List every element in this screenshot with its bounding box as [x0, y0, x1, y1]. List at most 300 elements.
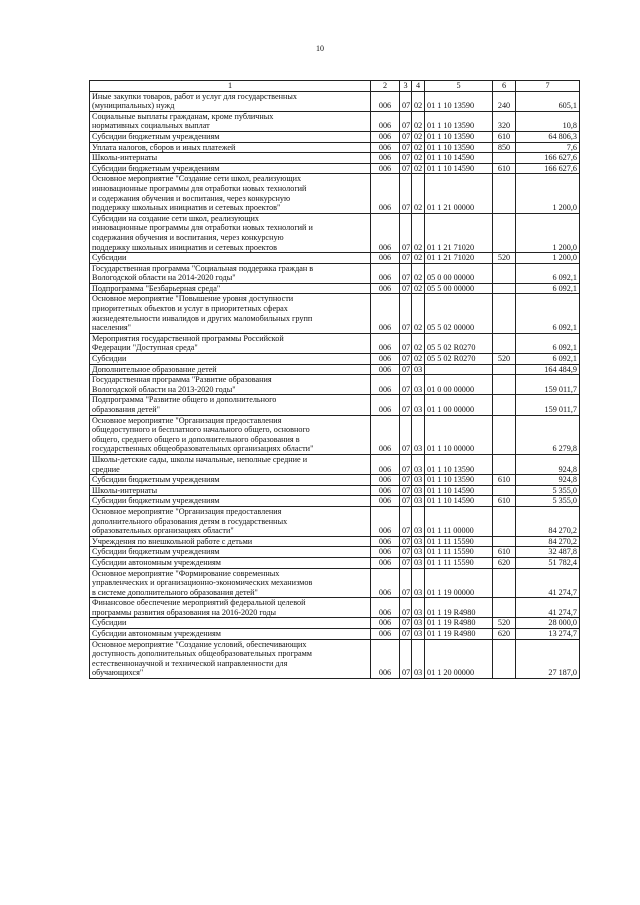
expense-type-cell — [493, 283, 516, 294]
subsection-code-cell: 02 — [412, 213, 425, 252]
amount-cell: 51 782,4 — [516, 557, 580, 568]
table-row — [90, 263, 580, 283]
table-row — [90, 253, 580, 264]
admin-code-cell: 006 — [371, 174, 400, 213]
table-row — [90, 153, 580, 164]
amount-cell: 1 200,0 — [516, 253, 580, 264]
row-name-cell — [90, 639, 371, 678]
subsection-code-cell: 03 — [412, 496, 425, 507]
subsection-code-cell: 03 — [412, 415, 425, 454]
row-name-line: Субсидии — [92, 618, 127, 628]
row-name-line: Основное мероприятие "Повышение уровня доступности — [92, 294, 294, 304]
row-name-cell — [90, 496, 371, 507]
section-code-cell: 07 — [400, 213, 412, 252]
target-article-cell: 01 1 00 00000 — [425, 395, 493, 415]
expense-type-cell: 610 — [493, 163, 516, 174]
expense-type-cell: 610 — [493, 547, 516, 558]
row-name-line: Основное мероприятие "Организация предоставления — [92, 415, 282, 425]
admin-code-cell: 006 — [371, 639, 400, 678]
row-name-cell — [90, 263, 371, 283]
row-name-line: Субсидии бюджетным учреждениям — [92, 131, 220, 141]
row-name-line: образовательных организациях области" — [92, 526, 234, 536]
table-row — [90, 536, 580, 547]
target-article-cell: 05 5 02 00000 — [425, 294, 493, 333]
row-name-line: Федерации "Доступная среда" — [92, 343, 198, 353]
row-name-line: Вологодской области на 2014-2020 годы" — [92, 273, 236, 283]
row-name-line: Подпрограмма "Развитие общего и дополнительного — [92, 395, 277, 405]
subsection-code-cell: 03 — [412, 639, 425, 678]
row-name-line: Основное мероприятие "Создание сети школ, реализующих — [92, 174, 302, 184]
target-article-cell: 01 1 21 71020 — [425, 213, 493, 252]
row-name-line: государственных общеобразовательных организациях области" — [92, 444, 314, 454]
section-code-cell: 07 — [400, 364, 412, 375]
subsection-code-cell: 02 — [412, 283, 425, 294]
row-name-line: Уплата налогов, сборов и иных платежей — [92, 142, 236, 152]
section-code-cell: 07 — [400, 283, 412, 294]
section-code-cell: 07 — [400, 475, 412, 486]
table-row — [90, 598, 580, 618]
row-name-line: Субсидии на создание сети школ, реализующих — [92, 213, 259, 223]
admin-code-cell: 006 — [371, 263, 400, 283]
expense-type-cell — [493, 294, 516, 333]
amount-cell: 32 487,8 — [516, 547, 580, 558]
subsection-code-cell: 03 — [412, 506, 425, 536]
table-row — [90, 174, 580, 213]
section-code-cell: 07 — [400, 618, 412, 629]
expense-type-cell — [493, 263, 516, 283]
row-name-line: поддержку школьных инициатив и сетевых проектов — [92, 242, 277, 252]
section-code-cell: 07 — [400, 557, 412, 568]
table-row — [90, 354, 580, 365]
expense-type-cell: 520 — [493, 618, 516, 629]
row-name-line: Основное мероприятие "Формирование современных — [92, 568, 280, 578]
row-name-cell — [90, 375, 371, 395]
row-name-cell — [90, 111, 371, 131]
expense-type-cell: 610 — [493, 496, 516, 507]
row-name-line: Вологодской области на 2013-2020 годы" — [92, 384, 236, 394]
row-name-cell — [90, 213, 371, 252]
table-row — [90, 475, 580, 486]
row-name-line: Дополнительное образование детей — [92, 364, 217, 374]
expense-type-cell — [493, 598, 516, 618]
row-name-line: Мероприятия государственной программы Российской — [92, 333, 284, 343]
row-name-line: обучающихся" — [92, 668, 144, 678]
target-article-cell: 01 1 11 15590 — [425, 547, 493, 558]
admin-code-cell: 006 — [371, 568, 400, 598]
subsection-code-cell: 03 — [412, 547, 425, 558]
subsection-code-cell: 03 — [412, 454, 425, 474]
row-name-line: Школы-интернаты — [92, 153, 158, 163]
table-row — [90, 506, 580, 536]
table-row — [90, 496, 580, 507]
table-row — [90, 639, 580, 678]
row-name-cell — [90, 253, 371, 264]
row-name-line: общего, среднего общего и дополнительного образования в — [92, 434, 300, 444]
row-name-cell — [90, 485, 371, 496]
section-code-cell: 07 — [400, 294, 412, 333]
expense-type-cell — [493, 415, 516, 454]
table-row — [90, 163, 580, 174]
row-name-cell — [90, 333, 371, 353]
amount-cell: 5 355,0 — [516, 485, 580, 496]
admin-code-cell: 006 — [371, 142, 400, 153]
subsection-code-cell: 02 — [412, 333, 425, 353]
section-code-cell: 07 — [400, 174, 412, 213]
expense-type-cell — [493, 174, 516, 213]
target-article-cell: 05 5 02 R0270 — [425, 354, 493, 365]
admin-code-cell: 006 — [371, 153, 400, 164]
admin-code-cell: 006 — [371, 496, 400, 507]
amount-cell: 1 200,0 — [516, 213, 580, 252]
row-name-cell — [90, 91, 371, 111]
section-code-cell: 07 — [400, 91, 412, 111]
section-code-cell: 07 — [400, 629, 412, 640]
row-name-line: Субсидии бюджетным учреждениям — [92, 163, 220, 173]
section-code-cell: 07 — [400, 568, 412, 598]
amount-cell: 6 092,1 — [516, 263, 580, 283]
target-article-cell: 01 1 20 00000 — [425, 639, 493, 678]
table-row — [90, 568, 580, 598]
row-name-line: и содержания обучения и воспитания, через конкурсную — [92, 193, 291, 203]
amount-cell: 5 355,0 — [516, 496, 580, 507]
subsection-code-cell: 02 — [412, 263, 425, 283]
row-name-cell — [90, 506, 371, 536]
budget-table — [89, 80, 580, 679]
row-name-cell — [90, 557, 371, 568]
amount-cell: 84 270,2 — [516, 506, 580, 536]
subsection-code-cell: 03 — [412, 375, 425, 395]
subsection-code-cell: 02 — [412, 354, 425, 365]
amount-cell: 159 011,7 — [516, 395, 580, 415]
row-name-cell — [90, 454, 371, 474]
subsection-code-cell: 02 — [412, 174, 425, 213]
amount-cell: 1 200,0 — [516, 174, 580, 213]
section-code-cell: 07 — [400, 153, 412, 164]
admin-code-cell: 006 — [371, 506, 400, 536]
amount-cell: 10,8 — [516, 111, 580, 131]
target-article-cell: 01 0 00 00000 — [425, 375, 493, 395]
row-name-line: образования детей" — [92, 405, 160, 414]
row-name-cell — [90, 475, 371, 486]
admin-code-cell: 006 — [371, 283, 400, 294]
amount-cell: 13 274,7 — [516, 629, 580, 640]
section-code-cell: 07 — [400, 354, 412, 365]
target-article-cell: 01 1 10 13590 — [425, 131, 493, 142]
table-row — [90, 142, 580, 153]
row-name-cell — [90, 547, 371, 558]
amount-cell: 28 000,0 — [516, 618, 580, 629]
target-article-cell: 01 1 10 13590 — [425, 454, 493, 474]
admin-code-cell: 006 — [371, 415, 400, 454]
amount-cell: 41 274,7 — [516, 598, 580, 618]
section-code-cell: 07 — [400, 131, 412, 142]
target-article-cell: 01 1 19 R4980 — [425, 629, 493, 640]
target-article-cell: 05 5 00 00000 — [425, 283, 493, 294]
row-name-cell — [90, 364, 371, 375]
admin-code-cell: 006 — [371, 213, 400, 252]
admin-code-cell: 006 — [371, 557, 400, 568]
row-name-cell — [90, 142, 371, 153]
table-row — [90, 547, 580, 558]
row-name-line: Подпрограмма "Безбарьерная среда" — [92, 283, 221, 293]
admin-code-cell: 006 — [371, 294, 400, 333]
amount-cell: 924,8 — [516, 475, 580, 486]
row-name-line: Субсидии — [92, 354, 127, 364]
admin-code-cell: 006 — [371, 598, 400, 618]
subsection-code-cell: 03 — [412, 395, 425, 415]
admin-code-cell: 006 — [371, 91, 400, 111]
amount-cell: 164 484,9 — [516, 364, 580, 375]
row-name-line: Основное мероприятие "Создание условий, обеспечивающих — [92, 639, 307, 649]
admin-code-cell: 006 — [371, 333, 400, 353]
section-code-cell: 07 — [400, 485, 412, 496]
header-cell: 6 — [493, 81, 516, 92]
table-row — [90, 415, 580, 454]
header-cell: 2 — [371, 81, 400, 92]
expense-type-cell: 620 — [493, 629, 516, 640]
expense-type-cell — [493, 153, 516, 164]
row-name-line: населения" — [92, 323, 131, 333]
section-code-cell: 07 — [400, 111, 412, 131]
row-name-line: в системе дополнительного образования детей" — [92, 587, 258, 597]
admin-code-cell: 006 — [371, 163, 400, 174]
header-cell: 5 — [425, 81, 493, 92]
expense-type-cell — [493, 485, 516, 496]
amount-cell: 7,6 — [516, 142, 580, 153]
amount-cell: 605,1 — [516, 91, 580, 111]
row-name-line: поддержку школьных инициатив и сетевых проектов" — [92, 203, 281, 213]
row-name-line: доступность дополнительных общеобразовательных программ — [92, 649, 312, 659]
expense-type-cell: 520 — [493, 354, 516, 365]
table-row — [90, 111, 580, 131]
row-name-line: естественнонаучной и технической направленности для — [92, 658, 288, 668]
admin-code-cell: 006 — [371, 253, 400, 264]
row-name-line: средние — [92, 464, 120, 474]
subsection-code-cell: 02 — [412, 253, 425, 264]
header-cell: 3 — [400, 81, 412, 92]
amount-cell: 6 092,1 — [516, 354, 580, 365]
admin-code-cell: 006 — [371, 395, 400, 415]
row-name-cell — [90, 294, 371, 333]
subsection-code-cell: 03 — [412, 629, 425, 640]
expense-type-cell — [493, 364, 516, 375]
row-name-line: общедоступного и бесплатного начального общего, основного — [92, 425, 310, 435]
section-code-cell: 07 — [400, 454, 412, 474]
row-name-line: Социальные выплаты гражданам, кроме публичных — [92, 111, 274, 121]
subsection-code-cell: 02 — [412, 142, 425, 153]
target-article-cell: 01 1 21 71020 — [425, 253, 493, 264]
expense-type-cell: 850 — [493, 142, 516, 153]
row-name-cell — [90, 174, 371, 213]
expense-type-cell: 240 — [493, 91, 516, 111]
row-name-line: инновационные программы для отработки новых технологий — [92, 183, 307, 193]
subsection-code-cell: 02 — [412, 153, 425, 164]
target-article-cell: 01 1 10 13590 — [425, 142, 493, 153]
subsection-code-cell: 03 — [412, 618, 425, 629]
expense-type-cell: 520 — [493, 253, 516, 264]
target-article-cell: 01 1 10 13590 — [425, 91, 493, 111]
expense-type-cell — [493, 454, 516, 474]
row-name-line: дополнительного образования детям в государственных — [92, 516, 288, 526]
admin-code-cell: 006 — [371, 475, 400, 486]
row-name-cell — [90, 629, 371, 640]
table-row — [90, 395, 580, 415]
expense-type-cell — [493, 568, 516, 598]
expense-type-cell: 620 — [493, 557, 516, 568]
row-name-line: Основное мероприятие "Организация предоставления — [92, 506, 282, 516]
subsection-code-cell: 03 — [412, 485, 425, 496]
row-name-cell — [90, 283, 371, 294]
expense-type-cell — [493, 536, 516, 547]
row-name-line: Субсидии бюджетным учреждениям — [92, 475, 220, 485]
target-article-cell: 01 1 11 15590 — [425, 536, 493, 547]
row-name-cell — [90, 618, 371, 629]
table-row — [90, 454, 580, 474]
section-code-cell: 07 — [400, 253, 412, 264]
expense-type-cell — [493, 395, 516, 415]
admin-code-cell: 006 — [371, 354, 400, 365]
target-article-cell: 01 1 10 14590 — [425, 153, 493, 164]
row-name-cell — [90, 598, 371, 618]
table-row — [90, 375, 580, 395]
target-article-cell: 01 1 11 15590 — [425, 557, 493, 568]
admin-code-cell: 006 — [371, 111, 400, 131]
table-row — [90, 364, 580, 375]
target-article-cell: 01 1 10 14590 — [425, 163, 493, 174]
amount-cell: 27 187,0 — [516, 639, 580, 678]
row-name-line: Субсидии бюджетным учреждениям — [92, 547, 220, 557]
row-name-line: Государственная программа "Социальная поддержка граждан в — [92, 263, 314, 273]
section-code-cell: 07 — [400, 395, 412, 415]
admin-code-cell: 006 — [371, 364, 400, 375]
subsection-code-cell: 02 — [412, 91, 425, 111]
amount-cell: 84 270,2 — [516, 536, 580, 547]
target-article-cell: 01 1 10 00000 — [425, 415, 493, 454]
section-code-cell: 07 — [400, 639, 412, 678]
admin-code-cell: 006 — [371, 547, 400, 558]
subsection-code-cell: 03 — [412, 536, 425, 547]
table-row — [90, 629, 580, 640]
target-article-cell — [425, 364, 493, 375]
row-name-line: содержания обучения и воспитания, через конкурсную — [92, 232, 284, 242]
expense-type-cell: 610 — [493, 475, 516, 486]
table-row — [90, 91, 580, 111]
row-name-cell — [90, 536, 371, 547]
row-name-cell — [90, 153, 371, 164]
row-name-line: Школы-интернаты — [92, 485, 158, 495]
row-name-line: Субсидии — [92, 253, 127, 263]
amount-cell: 6 092,1 — [516, 333, 580, 353]
section-code-cell: 07 — [400, 547, 412, 558]
section-code-cell: 07 — [400, 496, 412, 507]
row-name-line: Субсидии бюджетным учреждениям — [92, 496, 220, 506]
target-article-cell: 05 5 02 R0270 — [425, 333, 493, 353]
target-article-cell: 01 1 19 R4980 — [425, 618, 493, 629]
expense-type-cell — [493, 506, 516, 536]
admin-code-cell: 006 — [371, 536, 400, 547]
amount-cell: 41 274,7 — [516, 568, 580, 598]
expense-type-cell — [493, 639, 516, 678]
row-name-cell — [90, 163, 371, 174]
table-row — [90, 131, 580, 142]
row-name-cell — [90, 354, 371, 365]
admin-code-cell: 006 — [371, 618, 400, 629]
section-code-cell: 07 — [400, 333, 412, 353]
row-name-line: Субсидии автономным учреждениям — [92, 557, 221, 567]
target-article-cell: 01 1 10 13590 — [425, 475, 493, 486]
expense-type-cell — [493, 213, 516, 252]
target-article-cell: 05 0 00 00000 — [425, 263, 493, 283]
section-code-cell: 07 — [400, 142, 412, 153]
amount-cell: 924,8 — [516, 454, 580, 474]
subsection-code-cell: 02 — [412, 131, 425, 142]
target-article-cell: 01 1 10 13590 — [425, 111, 493, 131]
subsection-code-cell: 02 — [412, 111, 425, 131]
subsection-code-cell: 03 — [412, 364, 425, 375]
table-row — [90, 333, 580, 353]
expense-type-cell: 610 — [493, 131, 516, 142]
amount-cell: 166 627,6 — [516, 163, 580, 174]
row-name-line: программы развития образования на 2016-2020 годы — [92, 607, 277, 617]
header-cell: 4 — [412, 81, 425, 92]
row-name-line: Финансовое обеспечение мероприятий федеральной целевой — [92, 598, 306, 608]
row-name-line: Субсидии автономным учреждениям — [92, 629, 221, 639]
target-article-cell: 01 1 19 R4980 — [425, 598, 493, 618]
admin-code-cell: 006 — [371, 131, 400, 142]
admin-code-cell: 006 — [371, 375, 400, 395]
section-code-cell: 07 — [400, 263, 412, 283]
row-name-line: Школы-детские сады, школы начальные, неполные средние и — [92, 454, 308, 464]
amount-cell: 159 011,7 — [516, 375, 580, 395]
table-row — [90, 485, 580, 496]
section-code-cell: 07 — [400, 598, 412, 618]
row-name-cell — [90, 395, 371, 415]
admin-code-cell: 006 — [371, 485, 400, 496]
section-code-cell: 07 — [400, 536, 412, 547]
amount-cell: 6 279,8 — [516, 415, 580, 454]
row-name-line: Государственная программа "Развитие образования — [92, 375, 272, 385]
amount-cell: 6 092,1 — [516, 294, 580, 333]
row-name-line: Учреждения по внешкольной работе с детьми — [92, 536, 253, 546]
table-row — [90, 557, 580, 568]
section-code-cell: 07 — [400, 163, 412, 174]
row-name-line: инновационные программы для отработки новых технологий и — [92, 223, 313, 233]
target-article-cell: 01 1 11 00000 — [425, 506, 493, 536]
admin-code-cell: 006 — [371, 629, 400, 640]
section-code-cell: 07 — [400, 415, 412, 454]
row-name-cell — [90, 131, 371, 142]
amount-cell: 166 627,6 — [516, 153, 580, 164]
section-code-cell: 07 — [400, 375, 412, 395]
subsection-code-cell: 03 — [412, 475, 425, 486]
subsection-code-cell: 03 — [412, 568, 425, 598]
header-cell: 7 — [516, 81, 580, 92]
admin-code-cell: 006 — [371, 454, 400, 474]
section-code-cell: 07 — [400, 506, 412, 536]
header-cell: 1 — [90, 81, 371, 92]
table-header-row — [90, 81, 580, 92]
row-name-line: нормативных социальных выплат — [92, 121, 210, 131]
target-article-cell: 01 1 21 00000 — [425, 174, 493, 213]
page-number: 10 — [316, 44, 324, 53]
row-name-cell — [90, 568, 371, 598]
row-name-line: управленческих и организационно-экономических механизмов — [92, 578, 313, 588]
row-name-cell — [90, 415, 371, 454]
amount-cell: 6 092,1 — [516, 283, 580, 294]
target-article-cell: 01 1 19 00000 — [425, 568, 493, 598]
subsection-code-cell: 02 — [412, 294, 425, 333]
target-article-cell: 01 1 10 14590 — [425, 496, 493, 507]
